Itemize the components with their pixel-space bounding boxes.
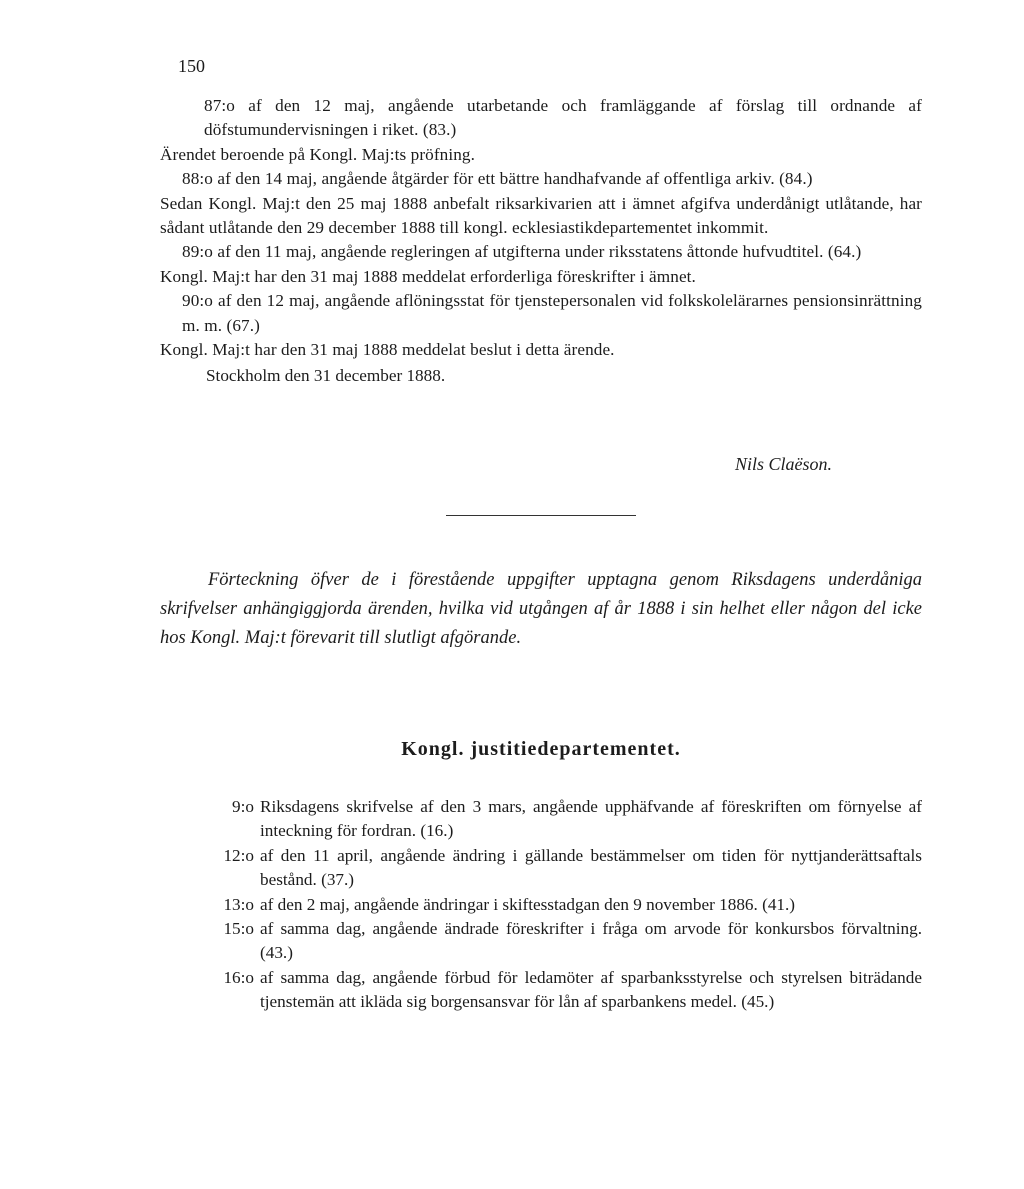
list-item xyxy=(160,917,922,966)
entry-88: 88:o af den 14 maj, angående åtgärder för ett bättre handhafvande af offentliga arkiv. (84.) xyxy=(182,169,813,189)
entry-88-status: Sedan Kongl. Maj:t den 25 maj 1888 anbefalt riksarkivarien att i ämnet afgifva underdånigt utlåtande, har sådant utlåtande den 29 december 1888 till kongl. ecklesiastikdepartementet inkommit. xyxy=(160,193,922,238)
item-text: af den 11 april, angående ändring i gällande bestämmelser om tiden för nyttjanderättsaftals bestånd. (37.) xyxy=(260,845,922,890)
item-number: 9:o xyxy=(232,797,254,816)
entry-90-status: Kongl. Maj:t har den 31 maj 1888 meddelat beslut i detta ärende. xyxy=(160,340,615,360)
page-number: 150 xyxy=(178,56,205,76)
item-number: 13:o xyxy=(223,894,254,914)
section-heading xyxy=(160,566,922,653)
section-heading-text: Förteckning öfver de i förestående uppgifter upptagna genom Riksdagens underdåniga skrifvelser anhängiggjorda ärenden, hvilka vid utgången af år 1888 i sin helhet eller någon del icke hos Kongl. Maj:t förevarit till slutligt afgörande. xyxy=(160,570,922,648)
department-heading: Kongl. justitiedepartementet. xyxy=(401,738,681,760)
list-item xyxy=(160,795,922,844)
item-number: 15:o xyxy=(223,919,254,939)
item-list xyxy=(160,795,922,1015)
list-item xyxy=(160,844,922,893)
item-text: af den 2 maj, angående ändringar i skiftesstadgan den 9 november 1886. (41.) xyxy=(260,894,796,914)
entry-90: 90:o af den 12 maj, angående aflöningsstat för tjenstepersonalen vid folkskolelärarnes pensionsinrättning m. m. (67.) xyxy=(182,291,922,335)
signoff-place-date: Stockholm den 31 december 1888. xyxy=(206,366,446,386)
item-number: 16:o xyxy=(223,967,254,987)
entry-87: 87:o af den 12 maj, angående utarbetande och framläggande af förslag till ordnande af döfstumundervisningen i riket. (83.) xyxy=(204,96,922,140)
document-page xyxy=(160,0,922,1189)
item-text: af samma dag, angående förbud för ledamöter af sparbanksstyrelse och styrelsen biträdande tjenstemän att ikläda sig borgensansvar för lån af sparbankens medel. (45.) xyxy=(260,967,922,1012)
entry-89: 89:o af den 11 maj, angående regleringen af utgifterna under riksstatens åttonde hufvudtitel. (64.) xyxy=(182,242,862,262)
item-number: 12:o xyxy=(223,845,254,865)
signature: Nils Claëson. xyxy=(735,454,833,474)
list-item xyxy=(160,966,922,1015)
item-text: Riksdagens skrifvelse af den 3 mars, angående upphäfvande af föreskriften om förnyelse af inteckning för fordran. (16.) xyxy=(260,797,922,841)
section-divider xyxy=(446,515,636,516)
entry-89-status: Kongl. Maj:t har den 31 maj 1888 meddelat erforderliga föreskrifter i ämnet. xyxy=(160,266,696,286)
item-text: af samma dag, angående ändrade föreskrifter i fråga om arvode för konkursbos förvaltning. (43.) xyxy=(260,919,922,963)
list-item xyxy=(160,893,922,917)
entry-87-status: Ärendet beroende på Kongl. Maj:ts pröfning. xyxy=(160,144,476,164)
report-entries xyxy=(160,94,922,389)
